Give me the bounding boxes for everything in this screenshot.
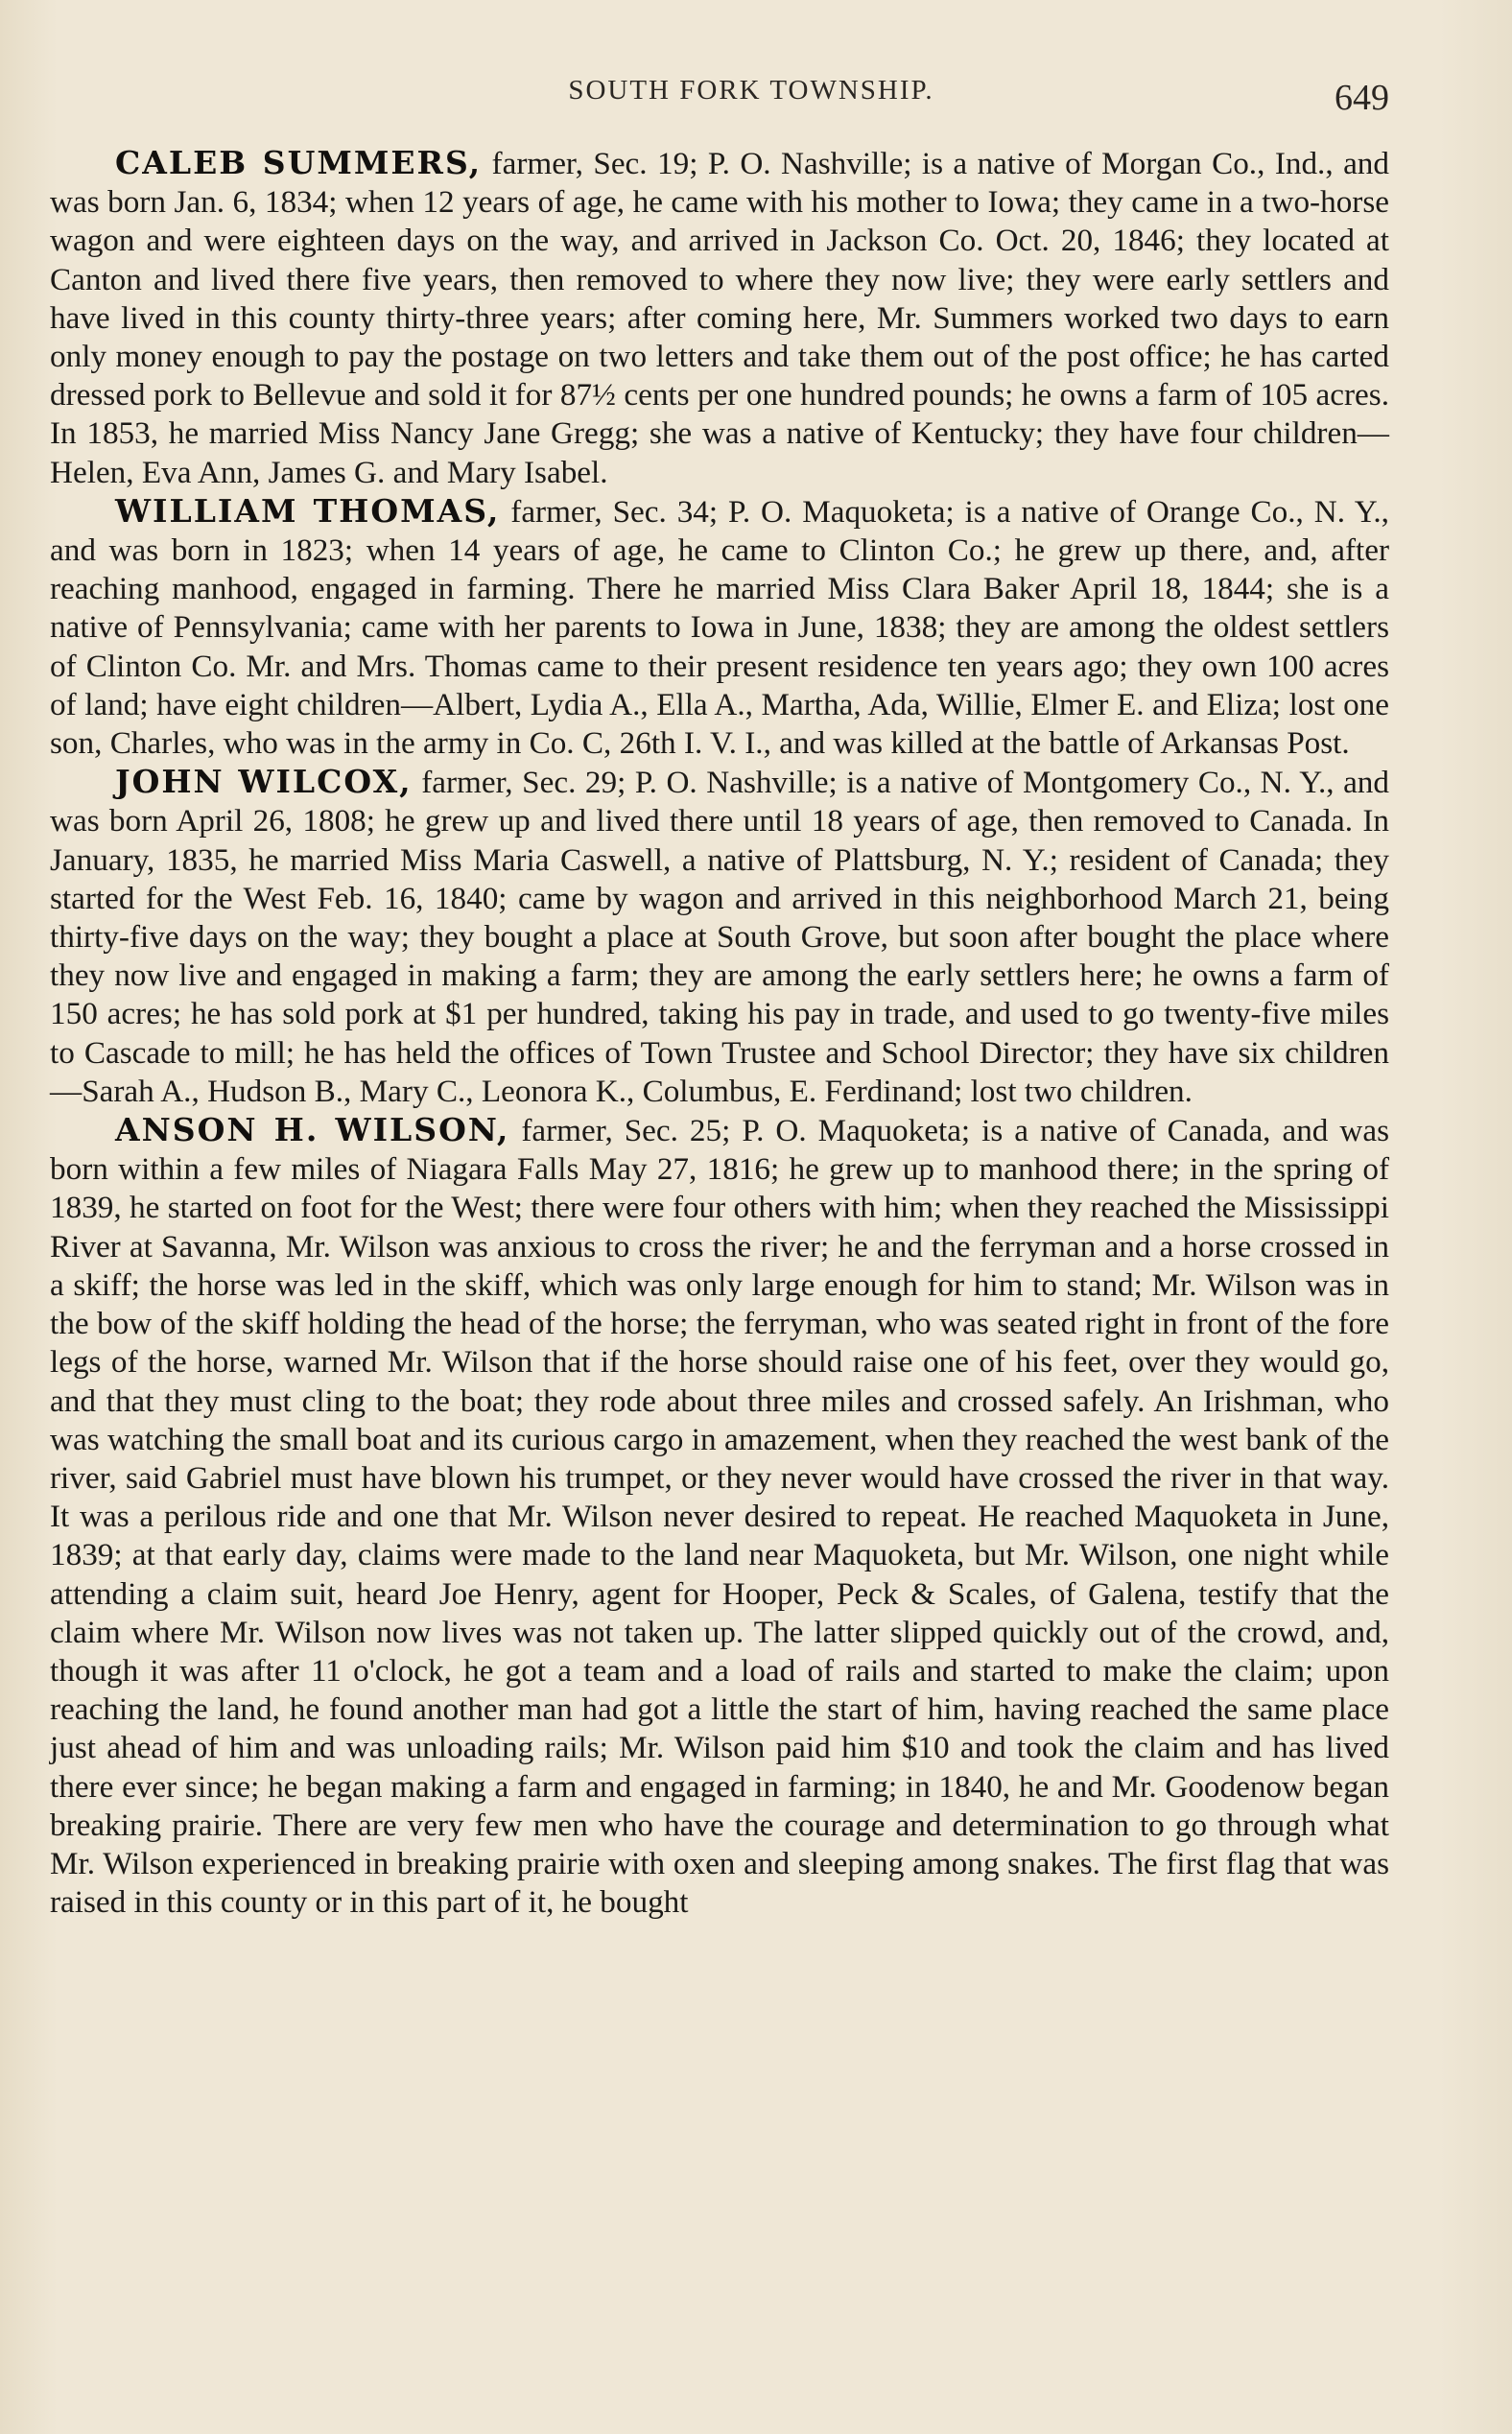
entry-name: CALEB SUMMERS, (115, 144, 483, 181)
entry-anson-h-wilson (50, 1111, 1389, 1922)
entry-text: farmer, Sec. 29; P. O. Nashville; is a native of Montgomery Co., N. Y., and was born April 26, 1808; he grew up and lived there until 18 years of age, then removed to Canada. In January, 1835, he married Miss Maria Caswell, a native of Plattsburg, N. Y.; resident of Canada; they started for the West Feb. 16, 1840; came by wagon and arrived in this neighborhood March 21, being thirty-five days on the way; they bought a place at South Grove, but soon after bought the place where they now live and engaged in making a farm; they are among the early settlers here; he owns a farm of 150 acres; he has sold pork at $1 per hundred, taking his pay in trade, and used to go twenty-five miles to Cascade to mill; he has held the offices of Town Trustee and School Director; they have six children—Sarah A., Hudson B., Mary C., Leonora K., Columbus, E. Ferdinand; lost two children. (50, 765, 1389, 1109)
entry-caleb-summers (50, 144, 1389, 492)
page-header (113, 75, 1389, 123)
page-number: 649 (1335, 78, 1389, 118)
entry-text: farmer, Sec. 34; P. O. Maquoketa; is a native of Orange Co., N. Y., and was born in 1823; when 14 years of age, he came to Clinton Co.; he grew up there, and, after reaching manhood, engaged in farming. There he married Miss Clara Baker April 18, 1844; she is a native of Pennsylvania; came with her parents to Iowa in June, 1838; they are among the oldest settlers of Clinton Co. Mr. and Mrs. Thomas came to their present residence ten years ago; they own 100 acres of land; have eight children—Albert, Lydia A., Ella A., Martha, Ada, Willie, Elmer E. and Eliza; lost one son, Charles, who was in the army in Co. C, 26th I. V. I., and was killed at the battle of Arkansas Post. (50, 493, 1389, 762)
entry-name: JOHN WILCOX, (115, 763, 413, 801)
entry-text: farmer, Sec. 19; P. O. Nashville; is a native of Morgan Co., Ind., and was born Jan. 6, 1834; when 12 years of age, he came with his mother to Iowa; they came in a two-horse wagon and were eighteen days on the way, and arrived in Jackson Co. Oct. 20, 1846; they located at Canton and lived there five years, then removed to where they now live; they were early settlers and have lived in this county thirty-three years; after coming here, Mr. Summers worked two days to earn only money enough to pay the postage on two letters and take them out of the post office; he has carted dressed pork to Bellevue and sold it for 87½ cents per one hundred pounds; he owns a farm of 105 acres. In 1853, he married Miss Nancy Jane Gregg; she was a native of Kentucky; they have four children—Helen, Eva Ann, James G. and Mary Isabel. (50, 146, 1389, 490)
running-head: SOUTH FORK TOWNSHIP. (568, 75, 934, 106)
entry-john-wilcox (50, 763, 1389, 1111)
entry-text: farmer, Sec. 25; P. O. Maquoketa; is a native of Canada, and was born within a few miles of Niagara Falls May 27, 1816; he grew up to manhood there; in the spring of 1839, he started on foot for the West; there were four others with him; when they reached the Mississippi River at Savanna, Mr. Wilson was anxious to cross the river; he and the ferryman and a horse crossed in a skiff; the horse was led in the skiff, which was only large enough for him to stand; Mr. Wilson was in the bow of the skiff holding the head of the horse; the ferryman, who was seated right in front of the fore legs of the horse, warned Mr. Wilson that if the horse should raise one of his feet, over they would go, and that they must cling to the boat; they rode about three miles and crossed safely. An Irishman, who was watching the small boat and its curious cargo in amazement, when they reached the west bank of the river, said Gabriel must have blown his trumpet, or they never would have crossed the river in that way. It was a perilous ride and one that Mr. Wilson never desired to repeat. He reached Maquoketa in June, 1839; at that early day, claims were made to the land near Maquoketa, but Mr. Wilson, one night while attending a claim suit, heard Joe Henry, agent for Hooper, Peck & Scales, of Galena, testify that the claim where Mr. Wilson now lives was not taken up. The latter slipped quickly out of the crowd, and, though it was after 11 o'clock, he got a team and a load of rails and started to make the claim; upon reaching the land, he found another man had got a little the start of him, having reached the same place just ahead of him and was unloading rails; Mr. Wilson paid him $10 and took the claim and has lived there ever since; he began making a farm and engaged in farming; in 1840, he and Mr. Goodenow began breaking prairie. There are very few men who have the courage and determination to go through what Mr. Wilson experienced in breaking prairie with oxen and sleeping among snakes. The first flag that was raised in this county or in this part of it, he bought (50, 1113, 1389, 1921)
entry-name: WILLIAM THOMAS, (115, 491, 501, 530)
entry-name: ANSON H. WILSON, (115, 1111, 510, 1149)
biography-text (50, 144, 1389, 1922)
entry-william-thomas (50, 492, 1389, 763)
